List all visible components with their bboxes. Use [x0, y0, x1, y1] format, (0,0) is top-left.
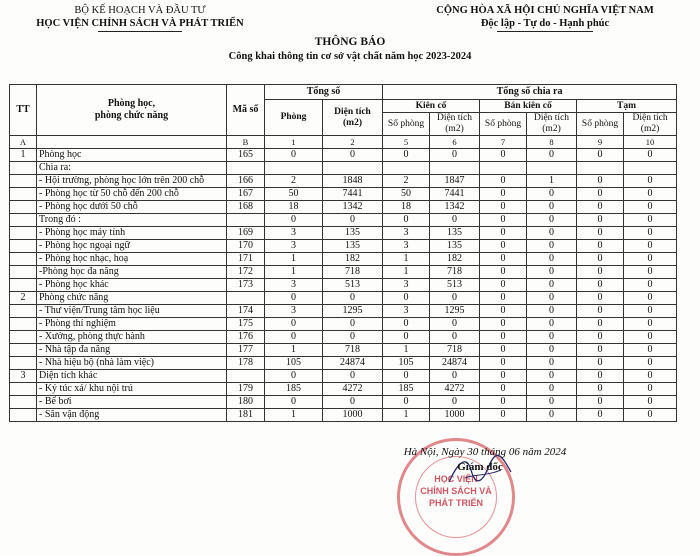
row-label: - Phòng thí nghiệm: [37, 318, 227, 331]
row-index: [10, 162, 37, 175]
cell-temp-rooms: 0: [577, 357, 624, 370]
cell-solid-rooms: 0: [383, 149, 430, 162]
cell-temp-area: 0: [624, 383, 677, 396]
cell-solid-rooms: 3: [383, 240, 430, 253]
row-label: Trong đó :: [37, 214, 227, 227]
academy-name: HỌC VIỆN CHÍNH SÁCH VÀ PHÁT TRIỂN: [36, 18, 244, 29]
cell-total-rooms: 1: [265, 266, 323, 279]
row-label: - Bể bơi: [37, 396, 227, 409]
cell-temp-rooms: 0: [577, 409, 624, 422]
cell-temp-rooms: 0: [577, 305, 624, 318]
country-name: CỘNG HÒA XÃ HỘI CHỦ NGHĨA VIỆT NAM: [436, 5, 654, 16]
cell-total-rooms: 0: [265, 214, 323, 227]
cell-temp-rooms: 0: [577, 279, 624, 292]
cell-solid-rooms: 0: [383, 318, 430, 331]
cell-semi-area: 0: [527, 357, 577, 370]
cell-total-rooms: 2: [265, 175, 323, 188]
row-index: [10, 175, 37, 188]
cell-semi-area: 0: [527, 344, 577, 357]
header-room-name-line2: phòng chức năng: [94, 110, 169, 121]
cell-temp-rooms: 0: [577, 370, 624, 383]
cell-temp-rooms: 0: [577, 188, 624, 201]
cell-semi-area: 0: [527, 253, 577, 266]
facilities-table: [9, 84, 677, 422]
row-index: [10, 279, 37, 292]
cell-temp-rooms: 0: [577, 331, 624, 344]
cell-temp-area: 0: [624, 227, 677, 240]
cell-temp-area: 0: [624, 370, 677, 383]
cell-semi-area: 0: [527, 370, 577, 383]
row-index: [10, 227, 37, 240]
cell-temp-area: 0: [624, 396, 677, 409]
cell-total-area: 4272: [323, 383, 383, 396]
cell-temp-area: 0: [624, 240, 677, 253]
cell-semi-area: 0: [527, 149, 577, 162]
cell-solid-area: 718: [430, 344, 480, 357]
row-code: 172: [227, 266, 265, 279]
cell-total-rooms: 0: [265, 318, 323, 331]
cell-solid-rooms: [383, 162, 430, 175]
cell-solid-area: 1847: [430, 175, 480, 188]
cell-total-area: 0: [323, 318, 383, 331]
cell-semi-rooms: 0: [480, 331, 527, 344]
row-index: 1: [10, 149, 37, 162]
table-row: [10, 409, 677, 422]
table-row: [10, 292, 677, 305]
header-row-1: [10, 85, 677, 100]
header-solid-area: Diện tích (m2): [430, 113, 480, 136]
row-label: - Phòng học nhạc, hoạ: [37, 253, 227, 266]
cell-semi-rooms: 0: [480, 214, 527, 227]
cell-semi-rooms: 0: [480, 396, 527, 409]
cell-solid-rooms: 1: [383, 253, 430, 266]
document-subtitle: Công khai thông tin cơ sở vật chất năm học 2023-2024: [228, 51, 472, 62]
cell-semi-area: 0: [527, 305, 577, 318]
seal-text-line3: PHÁT TRIỂN: [429, 498, 483, 508]
cell-total-area: 0: [323, 331, 383, 344]
cell-semi-rooms: 0: [480, 383, 527, 396]
table-row: [10, 305, 677, 318]
row-index: [10, 357, 37, 370]
row-code: 167: [227, 188, 265, 201]
row-code: 168: [227, 201, 265, 214]
cell-solid-rooms: 3: [383, 227, 430, 240]
table-row: [10, 344, 677, 357]
cell-solid-rooms: 0: [383, 331, 430, 344]
table-row: [10, 214, 677, 227]
cell-total-rooms: 1: [265, 344, 323, 357]
cell-semi-rooms: 0: [480, 201, 527, 214]
table-row: [10, 370, 677, 383]
cell-total-rooms: 3: [265, 305, 323, 318]
cell-semi-rooms: 0: [480, 240, 527, 253]
cell-temp-rooms: 0: [577, 149, 624, 162]
cell-total-rooms: 0: [265, 149, 323, 162]
cell-solid-rooms: 50: [383, 188, 430, 201]
cell-total-area: 135: [323, 227, 383, 240]
cell-solid-area: 135: [430, 227, 480, 240]
cell-total-rooms: 50: [265, 188, 323, 201]
row-index: [10, 383, 37, 396]
row-index: [10, 188, 37, 201]
header-temporary: Tạm: [577, 100, 677, 113]
header-tt: TT: [10, 85, 37, 136]
cell-semi-rooms: 0: [480, 318, 527, 331]
row-label: - Phòng học dưới 50 chỗ: [37, 201, 227, 214]
cell-total-rooms: 0: [265, 370, 323, 383]
cell-semi-area: 1: [527, 175, 577, 188]
cell-total-rooms: 0: [265, 331, 323, 344]
cell-solid-area: 0: [430, 370, 480, 383]
column-index: A: [10, 136, 37, 149]
issuer-underline: [98, 31, 182, 32]
row-index: [10, 305, 37, 318]
row-code: 173: [227, 279, 265, 292]
column-index: B: [227, 136, 265, 149]
ministry-name: BỘ KẾ HOẠCH VÀ ĐẦU TƯ: [74, 5, 206, 16]
cell-temp-area: 0: [624, 318, 677, 331]
row-code: 176: [227, 331, 265, 344]
cell-total-area: 718: [323, 266, 383, 279]
cell-total-rooms: 3: [265, 240, 323, 253]
row-code: 165: [227, 149, 265, 162]
cell-solid-area: 135: [430, 240, 480, 253]
cell-temp-area: 0: [624, 357, 677, 370]
cell-temp-area: 0: [624, 201, 677, 214]
header-rooms: Phòng: [265, 100, 323, 136]
row-label: - Nhà hiệu bộ (nhà làm việc): [37, 357, 227, 370]
row-code: 179: [227, 383, 265, 396]
cell-semi-rooms: 0: [480, 370, 527, 383]
cell-temp-area: [624, 162, 677, 175]
cell-solid-area: 0: [430, 331, 480, 344]
cell-solid-rooms: 0: [383, 396, 430, 409]
table-row: [10, 253, 677, 266]
cell-semi-area: 0: [527, 227, 577, 240]
table-row: [10, 331, 677, 344]
cell-solid-rooms: 18: [383, 201, 430, 214]
header-area: Diện tích (m2): [323, 100, 383, 136]
cell-temp-rooms: 0: [577, 396, 624, 409]
row-index: [10, 318, 37, 331]
row-code: [227, 292, 265, 305]
cell-temp-area: 0: [624, 331, 677, 344]
row-label: - Phòng học ngoại ngữ: [37, 240, 227, 253]
column-index: 2: [323, 136, 383, 149]
table-row: [10, 318, 677, 331]
cell-solid-rooms: 3: [383, 305, 430, 318]
row-label: -Phòng học đa năng: [37, 266, 227, 279]
row-label: Phòng học: [37, 149, 227, 162]
row-code: 175: [227, 318, 265, 331]
row-index: [10, 253, 37, 266]
cell-semi-rooms: 0: [480, 188, 527, 201]
cell-temp-area: 0: [624, 409, 677, 422]
header-temp-area: Diện tích (m2): [624, 113, 677, 136]
header-total: Tổng số: [265, 85, 383, 100]
cell-temp-rooms: 0: [577, 175, 624, 188]
row-code: 174: [227, 305, 265, 318]
cell-total-area: 135: [323, 240, 383, 253]
cell-temp-area: 0: [624, 149, 677, 162]
cell-temp-area: 0: [624, 253, 677, 266]
row-label: - Phòng học máy tính: [37, 227, 227, 240]
cell-temp-rooms: 0: [577, 227, 624, 240]
cell-temp-rooms: 0: [577, 201, 624, 214]
cell-temp-rooms: 0: [577, 292, 624, 305]
table-row: [10, 227, 677, 240]
cell-solid-area: 0: [430, 292, 480, 305]
cell-total-area: 1342: [323, 201, 383, 214]
cell-total-area: 24874: [323, 357, 383, 370]
cell-semi-rooms: 0: [480, 292, 527, 305]
cell-solid-rooms: 0: [383, 214, 430, 227]
table-row: [10, 383, 677, 396]
row-code: 166: [227, 175, 265, 188]
cell-solid-rooms: 1: [383, 344, 430, 357]
table-row: [10, 396, 677, 409]
cell-temp-rooms: 0: [577, 344, 624, 357]
row-index: [10, 240, 37, 253]
row-code: 178: [227, 357, 265, 370]
cell-total-area: 0: [323, 149, 383, 162]
row-label: - Sân vận động: [37, 409, 227, 422]
seal-text-line2: CHÍNH SÁCH VÀ: [420, 486, 492, 496]
place-date: Hà Nội, Ngày 30 tháng 06 năm 2024: [403, 446, 567, 458]
cell-solid-area: 0: [430, 214, 480, 227]
row-index: [10, 396, 37, 409]
cell-semi-rooms: 0: [480, 253, 527, 266]
cell-semi-area: 0: [527, 266, 577, 279]
cell-total-rooms: 3: [265, 279, 323, 292]
cell-temp-rooms: 0: [577, 253, 624, 266]
table-row: [10, 149, 677, 162]
cell-semi-rooms: [480, 162, 527, 175]
header-temp-count: Số phòng: [577, 113, 624, 136]
row-label: - Ký túc xá/ khu nội trú: [37, 383, 227, 396]
row-label: - Xưởng, phòng thực hành: [37, 331, 227, 344]
row-index: [10, 344, 37, 357]
row-label: Chia ra:: [37, 162, 227, 175]
row-code: 170: [227, 240, 265, 253]
cell-temp-rooms: 0: [577, 266, 624, 279]
cell-semi-area: 0: [527, 201, 577, 214]
table-row: [10, 162, 677, 175]
cell-solid-area: 718: [430, 266, 480, 279]
cell-total-area: 513: [323, 279, 383, 292]
cell-semi-area: 0: [527, 318, 577, 331]
column-index: 7: [480, 136, 527, 149]
cell-temp-area: 0: [624, 344, 677, 357]
cell-total-rooms: 0: [265, 396, 323, 409]
row-index: 2: [10, 292, 37, 305]
header-semi-count: Số phòng: [480, 113, 527, 136]
cell-solid-rooms: 3: [383, 279, 430, 292]
cell-total-area: 718: [323, 344, 383, 357]
cell-semi-rooms: 0: [480, 279, 527, 292]
cell-semi-area: 0: [527, 279, 577, 292]
cell-total-rooms: [265, 162, 323, 175]
motto-underline: [497, 31, 593, 32]
row-label: - Phòng học khác: [37, 279, 227, 292]
row-code: 181: [227, 409, 265, 422]
header-room-name: [37, 85, 227, 136]
header-solid: Kiên cố: [383, 100, 480, 113]
seal-text-line1: HỌC VIỆN: [434, 474, 478, 484]
cell-solid-area: 0: [430, 396, 480, 409]
motto: Độc lập - Tự do - Hạnh phúc: [480, 18, 610, 29]
cell-total-area: 1295: [323, 305, 383, 318]
cell-solid-area: 1000: [430, 409, 480, 422]
header-room-name-line1: Phòng học,: [107, 98, 156, 109]
cell-semi-rooms: 0: [480, 357, 527, 370]
cell-solid-rooms: 2: [383, 175, 430, 188]
cell-temp-area: 0: [624, 279, 677, 292]
cell-semi-area: 0: [527, 409, 577, 422]
cell-semi-rooms: 0: [480, 344, 527, 357]
cell-total-area: 0: [323, 292, 383, 305]
cell-solid-rooms: 0: [383, 370, 430, 383]
column-index-row: [10, 136, 677, 149]
column-index: 6: [430, 136, 480, 149]
signer-title: Giám đốc: [457, 461, 503, 473]
cell-total-rooms: 3: [265, 227, 323, 240]
row-index: [10, 331, 37, 344]
header-semi-area: Diện tích (m2): [527, 113, 577, 136]
table-row: [10, 188, 677, 201]
cell-temp-rooms: 0: [577, 383, 624, 396]
cell-total-area: [323, 162, 383, 175]
row-code: [227, 370, 265, 383]
row-code: 169: [227, 227, 265, 240]
row-code: 171: [227, 253, 265, 266]
row-code: [227, 214, 265, 227]
row-index: [10, 201, 37, 214]
issuer-block: [20, 4, 260, 30]
column-index: 1: [265, 136, 323, 149]
cell-temp-rooms: 0: [577, 214, 624, 227]
cell-semi-rooms: 0: [480, 149, 527, 162]
row-index: [10, 214, 37, 227]
cell-solid-rooms: 0: [383, 292, 430, 305]
cell-solid-area: 4272: [430, 383, 480, 396]
cell-total-area: 1000: [323, 409, 383, 422]
cell-total-area: 0: [323, 214, 383, 227]
cell-solid-rooms: 1: [383, 266, 430, 279]
cell-semi-rooms: 0: [480, 266, 527, 279]
row-label: - Nhà tập đa năng: [37, 344, 227, 357]
column-index: 8: [527, 136, 577, 149]
row-index: [10, 266, 37, 279]
cell-solid-area: 182: [430, 253, 480, 266]
cell-solid-rooms: 105: [383, 357, 430, 370]
cell-solid-area: 0: [430, 318, 480, 331]
cell-total-area: 7441: [323, 188, 383, 201]
cell-total-area: 0: [323, 370, 383, 383]
cell-semi-area: 0: [527, 396, 577, 409]
cell-solid-rooms: 1: [383, 409, 430, 422]
cell-semi-rooms: 0: [480, 409, 527, 422]
cell-solid-area: 0: [430, 149, 480, 162]
cell-temp-area: 0: [624, 292, 677, 305]
national-heading: [400, 4, 690, 30]
cell-temp-area: 0: [624, 188, 677, 201]
cell-temp-rooms: 0: [577, 318, 624, 331]
cell-semi-area: 0: [527, 383, 577, 396]
cell-temp-area: 0: [624, 214, 677, 227]
row-index: [10, 409, 37, 422]
cell-temp-rooms: [577, 162, 624, 175]
row-code: [227, 162, 265, 175]
cell-temp-area: 0: [624, 305, 677, 318]
cell-semi-area: [527, 162, 577, 175]
table-row: [10, 240, 677, 253]
cell-semi-area: 0: [527, 214, 577, 227]
table-row: [10, 279, 677, 292]
row-label: - Thư viện/Trung tâm học liệu: [37, 305, 227, 318]
cell-semi-area: 0: [527, 331, 577, 344]
column-index: 10: [624, 136, 677, 149]
cell-semi-rooms: 0: [480, 305, 527, 318]
cell-semi-area: 0: [527, 292, 577, 305]
table-row: [10, 175, 677, 188]
cell-total-area: 1848: [323, 175, 383, 188]
cell-semi-rooms: 0: [480, 227, 527, 240]
column-index: 9: [577, 136, 624, 149]
row-label: - Hội trường, phòng học lớn trên 200 chỗ: [37, 175, 227, 188]
row-index: 3: [10, 370, 37, 383]
cell-total-rooms: 185: [265, 383, 323, 396]
cell-solid-area: 24874: [430, 357, 480, 370]
row-code: 180: [227, 396, 265, 409]
header-breakdown: Tổng số chia ra: [383, 85, 677, 100]
cell-total-rooms: 1: [265, 409, 323, 422]
cell-total-rooms: 0: [265, 292, 323, 305]
row-label: - Phòng học từ 50 chỗ đến 200 chỗ: [37, 188, 227, 201]
header-solid-count: Số phòng: [383, 113, 430, 136]
table-row: [10, 357, 677, 370]
cell-solid-area: 7441: [430, 188, 480, 201]
table-body: [10, 149, 677, 422]
column-index: 5: [383, 136, 430, 149]
cell-total-rooms: 18: [265, 201, 323, 214]
cell-semi-rooms: 0: [480, 175, 527, 188]
cell-semi-area: 0: [527, 188, 577, 201]
table-row: [10, 266, 677, 279]
cell-total-area: 0: [323, 396, 383, 409]
cell-solid-area: [430, 162, 480, 175]
cell-total-rooms: 1: [265, 253, 323, 266]
cell-solid-area: 1342: [430, 201, 480, 214]
header-code: Mã số: [227, 85, 265, 136]
cell-solid-area: 1295: [430, 305, 480, 318]
cell-temp-area: 0: [624, 266, 677, 279]
cell-semi-area: 0: [527, 240, 577, 253]
row-label: Diện tích khác: [37, 370, 227, 383]
row-code: 177: [227, 344, 265, 357]
cell-solid-rooms: 185: [383, 383, 430, 396]
row-label: Phòng chức năng: [37, 292, 227, 305]
cell-temp-area: 0: [624, 175, 677, 188]
cell-temp-rooms: 0: [577, 240, 624, 253]
header-semi-solid: Bán kiên cố: [480, 100, 577, 113]
cell-solid-area: 513: [430, 279, 480, 292]
cell-total-rooms: 105: [265, 357, 323, 370]
document-title: THÔNG BÁO: [314, 36, 386, 48]
cell-total-area: 182: [323, 253, 383, 266]
table-row: [10, 201, 677, 214]
